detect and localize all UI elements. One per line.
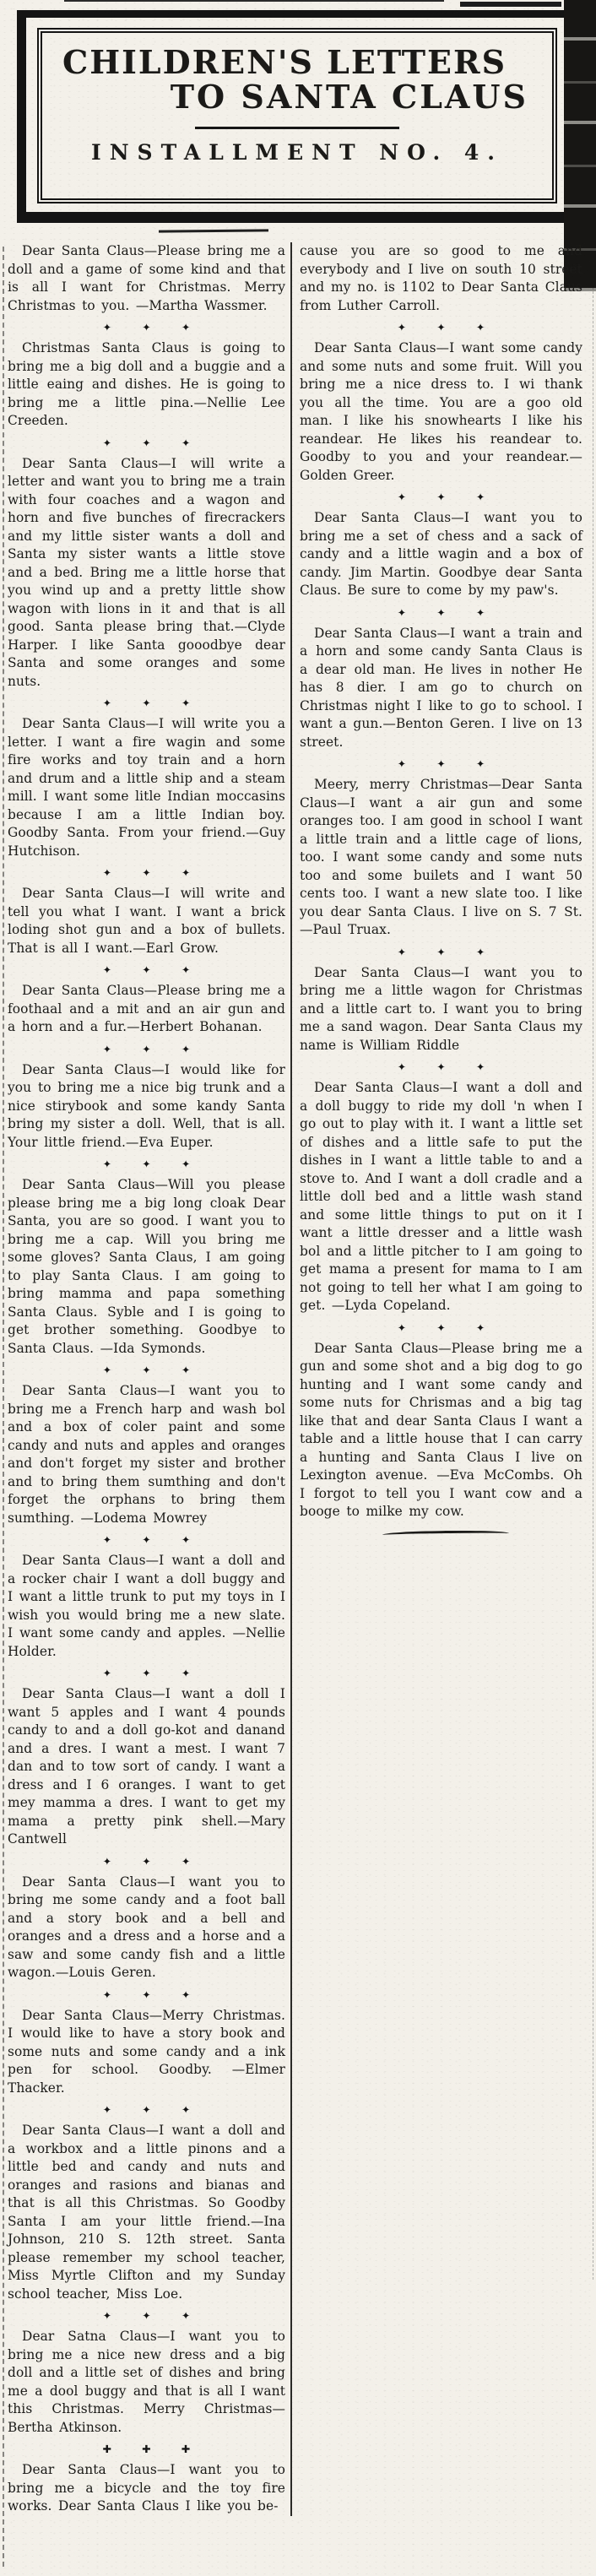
letter-paragraph: Dear Santa Claus—I want a doll and a workbox and a little pinons and a little bed and candy and nuts and oranges and rasions and bianas and that is all this Christmas. So Goodby Santa I am your little friend.—Ina Johnson, 210 S. 12th street. Santa please remember my school teacher, Miss Myrtle Clifton and my Sunday school teacher, Miss Loe. xyxy=(8,2123,285,2302)
headline-inner-box xyxy=(37,28,557,203)
letter-separator: ✦ ✦ ✦ xyxy=(102,1667,191,1679)
letter-separator: ✦ ✦ ✦ xyxy=(397,757,485,770)
letter-separator: ✦ ✦ ✦ xyxy=(102,963,191,976)
column-left xyxy=(8,242,290,2516)
letter-paragraph: Dear Santa Claus—I will write and tell you what I want. I want a brick loding shot gun and a box of bullets. That is all I want.—Earl Grow. xyxy=(8,886,285,956)
letter-separator: ✦ ✦ ✦ xyxy=(397,321,485,334)
letter-paragraph: Dear Santa Claus—I want a doll and a rocker chair I want a doll buggy and I want a little trunk to put my toys in I wish you would bring me a new slate. I want some candy and apples. —Nellie Holder. xyxy=(8,1553,285,1659)
letter-paragraph: Dear Santa Claus—I want some candy and some nuts and some fruit. Will you bring me a nice dress to. I wi thank you all the time. You are a goo old man. I like his snowhearts I like his reandear. He likes his reandear to. Goodby to you and your reandear.—Golden Greer. xyxy=(300,340,582,483)
letter-separator: ✦ ✦ ✦ xyxy=(102,1988,191,2001)
letter-separator: ✦ ✦ ✦ xyxy=(397,605,485,619)
letter-paragraph: Dear Santa Claus—I will write you a letter. I want a fire wagin and some fire works and toy train and a horn and drum and a little ship and a steam mill. I want some litle Indian moccasins because I am a little Indian boy. Goodby Santa. From your friend.—Guy Hutchison. xyxy=(8,716,285,859)
letter-paragraph: Dear Santa Claus—I will write a letter and want you to bring me a train with four coaches and a wagon and horn and five bunches of firecrackers and my little sister wants a doll and Santa my sister wants a little stove and a bed. Bring me a little horse that you wind up and a pretty little show wagon with lions in it and that is all good. Santa please bring that.—Clyde Harper. I like Santa gooodbye dear Santa and some oranges and some nuts. xyxy=(8,455,285,689)
letter-separator: ✦ ✦ ✦ xyxy=(102,1158,191,1170)
letter-separator: ✦ ✦ ✦ xyxy=(397,945,485,958)
letter-separator: ✦ ✦ ✦ xyxy=(397,1060,485,1073)
letter-paragraph: Dear Santa Claus—I want you to bring me a bicycle and the toy fire works. Dear Santa Claus I like you be- xyxy=(8,2462,285,2514)
letter-separator: ✦ ✦ ✦ xyxy=(102,1533,191,1546)
letter-paragraph: Dear Santa Claus—I want you to bring me a little wagon for Christmas and a little cart to. I want you to bring me a sand wagon. Dear Santa Claus my name is William Riddle xyxy=(300,964,582,1053)
section-divider xyxy=(159,229,268,232)
letter-paragraph: Dear Santa Claus—I want a train and a horn and some candy Santa Claus is a dear old man. He lives in nother He has 8 dier. I am go to church on Christmas night I like to go to school. I want a gun.—Benton Geren. I live on 13 street. xyxy=(300,625,582,750)
letter-separator: ✦ ✦ ✦ xyxy=(102,697,191,709)
letter-paragraph: Dear Santa Claus—I want you to bring me a French harp and wash bol and a box of coler paint and some candy and nuts and apples and oranges and don't forget my sister and brother and to bring them sumthing and don't forget the orphans to bring them sumthing. —Lodema Mowrey xyxy=(8,1383,285,1526)
scan-artifact-blob xyxy=(460,2,561,7)
letter-separator: ✚ ✚ ✚ xyxy=(102,2443,191,2455)
letter-paragraph: Dear Santa Claus—Merry Christmas. I would like to have a story book and some nuts and some candy and a ink pen for school. Goodby. —Elmer Thacker. xyxy=(8,2007,285,2096)
letter-separator: ✦ ✦ ✦ xyxy=(102,866,191,879)
column-rule xyxy=(290,242,292,2516)
letter-separator: ✦ ✦ ✦ xyxy=(397,1321,485,1334)
column-right xyxy=(295,242,582,2516)
letter-columns xyxy=(8,242,590,2516)
letter-separator: ✦ ✦ ✦ xyxy=(102,2103,191,2116)
installment-subtitle: INSTALLMENT NO. 4. xyxy=(91,139,503,165)
letter-paragraph: Christmas Santa Claus is going to bring me a big doll and a buggie and a little eaing and dishes. He is going to bring me a little pina.—Nellie Lee Creeden. xyxy=(8,340,285,428)
letter-separator: ✦ ✦ ✦ xyxy=(102,436,191,449)
column-right-letters xyxy=(300,242,582,1521)
letter-paragraph: Meery, merry Christmas—Dear Santa Claus—I want a air gun and some oranges too. I am good in school I want a little train and a little cage of lions, too. I want some candy and some nuts too and some builets and I want 50 cents too. I want a new slate too. I like you dear Santa Claus. I live on S. 7 St. —Paul Truax. xyxy=(300,777,582,937)
letter-paragraph: Dear Santa Claus—I want you to bring me a set of chess and a sack of candy and a little wagin and a box of candy. Jim Martin. Goodbye dear Santa Claus. Be sure to come by my paw's. xyxy=(300,510,582,598)
letter-paragraph: Dear Santa Claus—Please bring me a doll and a game of some kind and that is all I want for Christmas. Merry Christmas to you. —Martha Wassmer. xyxy=(8,243,285,313)
end-rule xyxy=(382,1530,509,1538)
letter-paragraph: Dear Satna Claus—I want you to bring me a nice new dress and a big doll and a little set of dishes and bring me a dool buggy and that is all I want this Christmas. Merry Christmas—Bertha Atkinson. xyxy=(8,2329,285,2435)
letter-separator: ✦ ✦ ✦ xyxy=(102,321,191,334)
letter-separator: ✦ ✦ ✦ xyxy=(102,1854,191,1868)
left-edge-rule xyxy=(3,247,4,2567)
letter-separator: ✦ ✦ ✦ xyxy=(102,2309,191,2322)
headline-rule xyxy=(195,127,399,129)
letter-paragraph: Dear Santa Claus—Please bring me a foothaal and a mit and an air gun and a horn and a fur.—Herbert Bohanan. xyxy=(8,983,285,1034)
letter-paragraph: Dear Santa Claus—Please bring me a gun and some shot and a big dog to go hunting and I want some candy and some nuts for Chrismas and a big tag like that and dear Santa Claus I want a table and a little house that I can carry a hunting and Santa Claus I live on Lexington avenue. —Eva McCombs. Oh I forgot to tell you I want cow and a booge to milke my cow. xyxy=(300,1340,582,1519)
letter-paragraph: Dear Santa Claus—Will you please please bring me a big long cloak Dear Santa, you are so good. I want you to bring me a cap. Will you bring me some gloves? Santa Claus, I am going to play Santa Claus. I am going to bring mamma and papa something Santa Claus. Syble and I is going to get brother something. Goodbye to Santa Claus. —Ida Symonds. xyxy=(8,1177,285,1356)
headline-title-line2: TO SANTA CLAUS xyxy=(170,78,528,117)
letter-paragraph: Dear Santa Claus—I want a doll I want 5 apples and I want 4 pounds candy to and a doll go-kot and danand and a dres. I want a mest. I want 7 dan and to tow sort of candy. I want a dress and I 6 oranges. I want to get mey mamma a dres. I want to get my mama a pretty pink shell.—Mary Cantwell xyxy=(8,1686,285,1847)
scan-artifact-line xyxy=(64,0,444,2)
letter-paragraph: Dear Santa Claus—I would like for you to bring me a nice big trunk and a nice stirybook and some kandy Santa bring my sister a doll. Well, that is all. Your little friend.—Eva Euper. xyxy=(8,1061,285,1150)
letter-paragraph: cause you are so good to me and everybody and I live on south 10 street and my no. is 1102 to Dear Santa Claus from Luther Carroll. xyxy=(300,243,582,313)
headline-title-line1: CHILDREN'S LETTERS xyxy=(62,43,507,81)
headline-box xyxy=(17,10,564,223)
letter-separator: ✦ ✦ ✦ xyxy=(102,1042,191,1055)
letter-paragraph: Dear Santa Claus—I want a doll and a doll buggy to ride my doll 'n when I go out to play with it. I want a little set of dishes and a little safe to put the dishes in I want a little table to and a stove to. And I want a doll cradle and a little doll bed and a little wash stand and some little things to put on it I want a little dresser and a little wash bol and a little pitcher to I am going to get mama a present for mama to I am not going to tell her what I am going to get. —Lyda Copeland. xyxy=(300,1080,582,1313)
letter-paragraph: Dear Santa Claus—I want you to bring me some candy and a foot ball and a story book and a bell and oranges and a dress and a horse and a saw and some candy fish and a little wagon.—Louis Geren. xyxy=(8,1874,285,1980)
letter-separator: ✦ ✦ ✦ xyxy=(397,491,485,503)
letter-separator: ✦ ✦ ✦ xyxy=(102,1364,191,1376)
